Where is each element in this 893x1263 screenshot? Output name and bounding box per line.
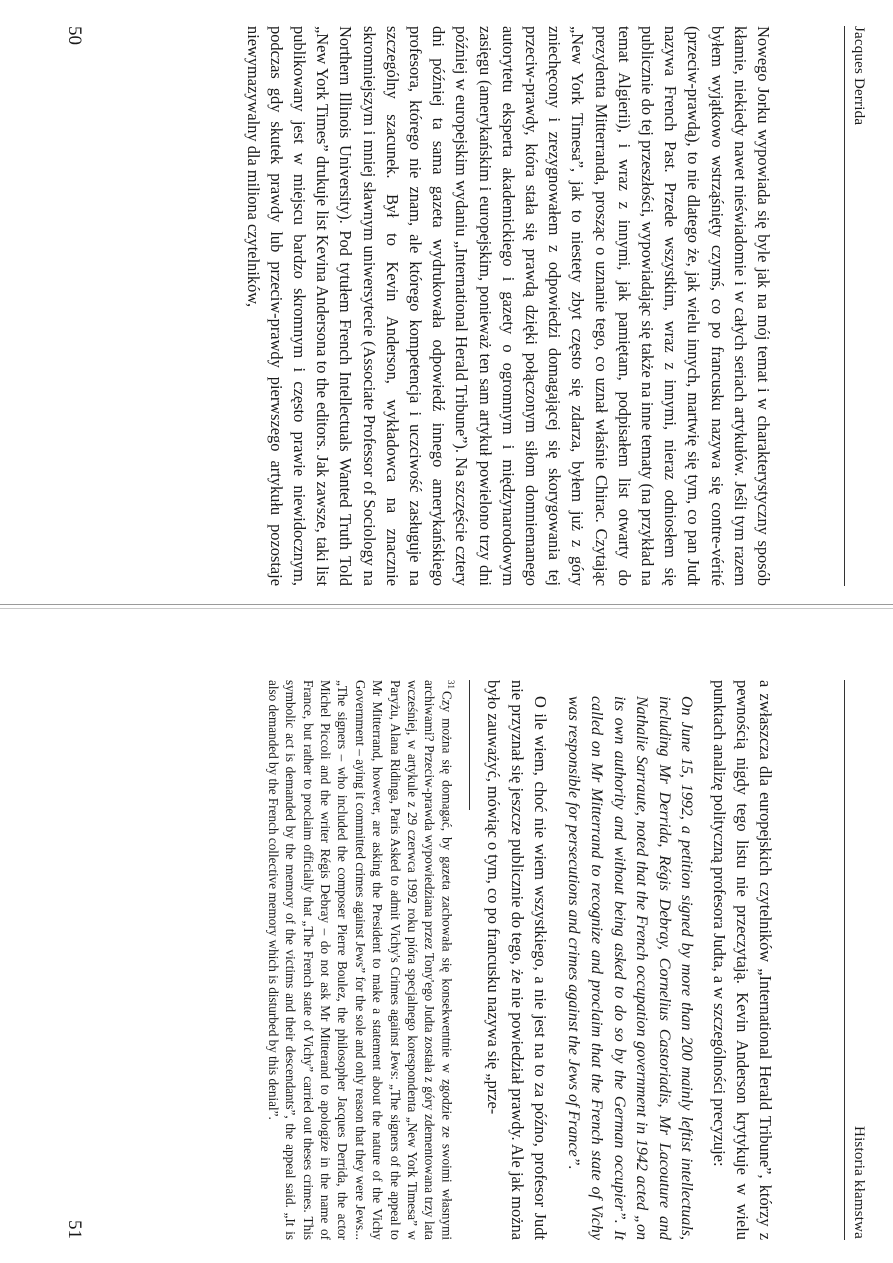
footnote bbox=[264, 680, 459, 1240]
running-head: Jacques Derrida bbox=[851, 26, 867, 126]
body-text bbox=[264, 680, 777, 1240]
running-head: Historia kłamstwa bbox=[851, 1126, 867, 1239]
header-rule bbox=[844, 680, 845, 1240]
header-rule bbox=[844, 26, 845, 586]
footnote-marker: 31 bbox=[446, 680, 457, 689]
paragraph: O ile wiem, choć nie wiem wszystkiego, a nie jest na to za późno, profesor Judt nie przyznał się jeszcze publicznie do tego, że nie powiedział prawdy. Ale jak można było zauważyć, mówiąc o tym, co po francusku nazywa się „prze- bbox=[484, 680, 550, 1240]
body-text bbox=[241, 26, 775, 586]
paragraph: a zwłaszcza dla europejskich czytelników „International Herald Tribune”, którzy z pewnością nigdy tego listu nie przeczytają. Kevin Anderson krytykuje w wielu punktach analizę polityczną profesora Judta, a w szczególności precyzuje: bbox=[709, 680, 775, 1240]
right-page bbox=[0, 640, 893, 1263]
footnote-text: Czy można się domagać, by gazeta zachowała się konsekwentnie w zgodzie ze swoimi własnymi archiwami? Przeciw-prawda wypowiedziana przez Tony'ego Judta została z góry zdementowana trzy lata wcześniej, w artykule z 29 czerwca 1992 roku pióra specjalnego korespondenta „New York Timesa” w Paryżu, Alana Ridinga, Paris Asked to admit Vichy's Crimes against Jews: „The signers of the appeal to Mr Mitterrand, however, are asking the President to make a statement about the nature of the Vichy Government – aying it committed crimes against Jews” for the sole and only reason that they were Jews... „The signers – who included the composer Pierre Boulez, the philosopher Jacques Derrida, the actor Michel Piccoli and the writer Régis Debray – do not ask Mr Mitterand to apologize in the name of France, but rather to proclaim officially that „The French state of Vichy” carried out theses crimes. This symbolic act is demanded by the memory of the victims and their descendants”, the appeal said. „It is also demanded by the French collective memory which is disturbed by this denial”. bbox=[265, 680, 455, 1240]
footnote-rule bbox=[469, 680, 470, 810]
block-quote: On June 15, 1992, a petition signed by more than 200 mainly leftist intellectuals, including Mr Derrida, Régis Debray, Cornelius Castoriadis, Mr Lacouture and Nathalie Sarraute, noted that the French occupation government in 1942 acted „on its own authority and without being asked to do so by the German occupier”. It called on Mr Mitterrand to recognize and proclaim that the French state of Vichy was responsible for persecutions and crimes against the Jews of France”. bbox=[565, 696, 696, 1240]
page-number: 50 bbox=[64, 26, 85, 45]
page-number: 51 bbox=[64, 1220, 85, 1239]
paragraph: Nowego Jorku wypowiada się byle jak na mój temat i w charakterystyczny sposób kłamie, niekiedy nawet nieświadomie i w całych seriach artykułów. Jeśli tym razem byłem wyjątkowo wstrząśnięty czymś, co po francusku nazywa się contre-vérité (przeciw-prawdą), to nie dlatego że, jak wielu innych, martwię się tym, co pan Judt nazywa French Past. Przede wszystkim, wraz z innymi, nieraz odniosłem się publicznie do tej przeszłości, wypowiadając się także na inne tematy (na przykład na temat Algierii), i wraz z innymi, jak pamiętam, podpisałem list otwarty do prezydenta Mitterranda, prosząc o uznanie tego, co uznał właśnie Chirac. Czytając „New York Timesa”, jak to niestety zbyt często się zdarza, byłem już z góry zniechęcony i zrezygnowałem z odpowiedzi domagającej się skorygowania tej przeciw-prawdy, która stała się prawdą dzięki połączonym siłom domniemanego autorytetu eksperta akademickiego i gazety o ogromnym i międzynarodowym zasięgu (amerykańskim i europejskim, ponieważ ten sam artykuł powielono trzy dni później w europejskim wydaniu „International Herald Tribune”). Na szczęście cztery dni później ta sama gazeta wydrukowała odpowiedź innego amerykańskiego profesora, którego nie znam, ale którego kompetencja i uczciwość zasługuje na szczególny szacunek. Był to Kevin Anderson, wykładowca na znacznie skromniejszym i mniej sławnym uniwersytecie (Associate Professor of Sociology na Northern Illinois University). Pod tytułem French Intellectuals Wanted Truth Told „New York Times” drukuje list Kevina Andersona to the editors. Jak zawsze, taki list publikowany jest w miejscu bardzo skromnym i często prawie niewidocznym, podczas gdy skutek prawdy lub przeciw-prawdy pierwszego artykułu pozostaje niewymazywalny dla miliona czytelników, bbox=[243, 26, 773, 586]
scan-fold-line bbox=[0, 608, 893, 609]
left-page bbox=[0, 0, 893, 605]
